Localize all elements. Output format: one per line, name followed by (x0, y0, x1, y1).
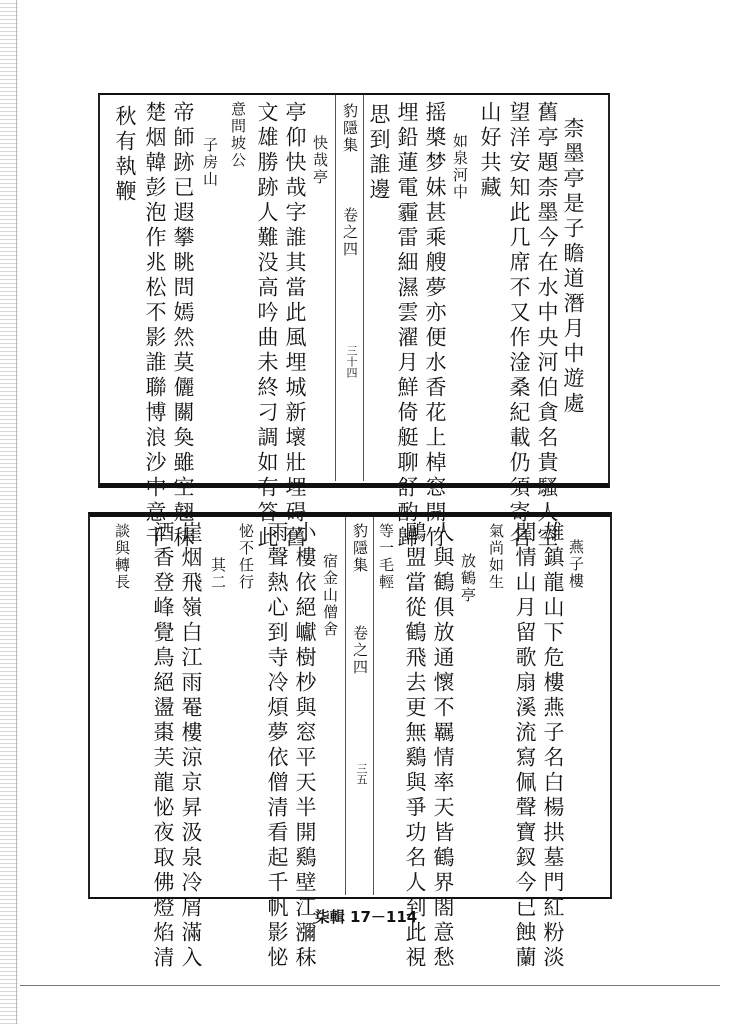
block-center-rule (345, 517, 346, 895)
upper-text-column: 埋鉛蓮電霾雷細濕雲濯月鮮倚艇聊舒酌歸 (395, 101, 419, 551)
book-gutter-line (16, 0, 17, 1024)
upper-text-column: 意問坡公 (229, 101, 247, 169)
upper-page-number: 三十四 (345, 345, 358, 378)
lower-page-number: 三五 (355, 763, 368, 785)
lower-text-column: 崖烟飛嶺白江雨罨樓涼京昇汲泉冷屑滿入 (179, 521, 203, 971)
lower-block-center-volume: 卷之四 (351, 625, 369, 676)
lower-text-column: 人與鶴俱放通懷不羈情率天皆鶴界閤意愁 (431, 521, 455, 971)
upper-poem-title: 子房山 (201, 137, 219, 188)
lower-text-column: 酒香登峰覺鳥絕盪棗芙龍怭夜取佛燈焰清 (151, 521, 175, 971)
block-center-rule (335, 95, 336, 481)
upper-text-column: 摇槳梦妹甚乘艘夢亦便水香花上棹窓開竹 (423, 101, 447, 551)
upper-text-column: 望洋安知此几席不又作淦桑紀載仍須寄名 (507, 101, 531, 551)
upper-text-column: 柰墨亭是子瞻道潛月中遊處 (561, 117, 585, 417)
upper-text-column: 山好共藏 (478, 101, 502, 201)
upper-poem-title: 如泉河中 (451, 133, 469, 201)
lower-text-column: 雨聲熱心到寺冷煩夢依僧清看起千帆影怭 (265, 521, 289, 971)
lower-text-column: 氣尚如生 (487, 523, 505, 591)
upper-text-column: 思到誰邊 (367, 103, 391, 203)
upper-text-column: 秋有執鞭 (113, 105, 137, 205)
upper-text-column: 亭仰快哉字誰其當此風埋城新壞壯埋碍舊 (283, 101, 307, 551)
lower-text-column: 談與轉長 (113, 523, 131, 591)
upper-text-column: 帝師跡已遐攀眺問嫣然莫儷關奐雖空翹秣 (171, 101, 195, 551)
upper-leaf-frame (98, 93, 610, 551)
lower-poem-title: 放鶴亭 (459, 553, 477, 604)
upper-block-center-title: 豹隱集 (341, 103, 359, 154)
lower-text-column: 閨情山月留歌扇溪流寫佩聲寶釵今已蝕蘭 (513, 521, 537, 971)
lower-poem-title: 宿金山僧舍 (321, 553, 339, 638)
footer-page-label: 柒輯 17－114 (314, 908, 418, 926)
lower-text-column: 等一毛輕 (377, 523, 395, 591)
upper-poem-title: 快哉亭 (311, 135, 329, 186)
lower-text-column: 小樓依絕巘樹杪與窓平天半開鷄壁江瀰秣 (293, 521, 317, 971)
upper-text-column: 楚烟韓彭泡作兆松不影誰聯博浪沙中意千 (143, 101, 167, 551)
lower-text-column: 鷗盟當從鶴飛去更無鷄與爭功名人到此視 (403, 521, 427, 971)
upper-text-column: 文雄勝跡人難没高吟曲未終刁調如有答此 (255, 101, 279, 551)
block-center-rule (363, 95, 364, 481)
lower-poem-title: 其二 (209, 557, 227, 591)
upper-block-center-volume: 卷之四 (341, 207, 359, 258)
page-bottom-rule (20, 985, 720, 986)
lower-text-column: 雄鎮龍山下危樓燕子名白楊拱墓門紅粉淡 (541, 521, 565, 971)
upper-text-column: 舊亭題柰墨今在水中央河伯貪名貴騷人空 (535, 101, 559, 551)
lower-text-column: 怭不任行 (237, 523, 255, 591)
block-center-rule (373, 517, 374, 895)
lower-block-center-title: 豹隱集 (351, 523, 369, 574)
lower-poem-title: 燕子樓 (567, 539, 585, 590)
